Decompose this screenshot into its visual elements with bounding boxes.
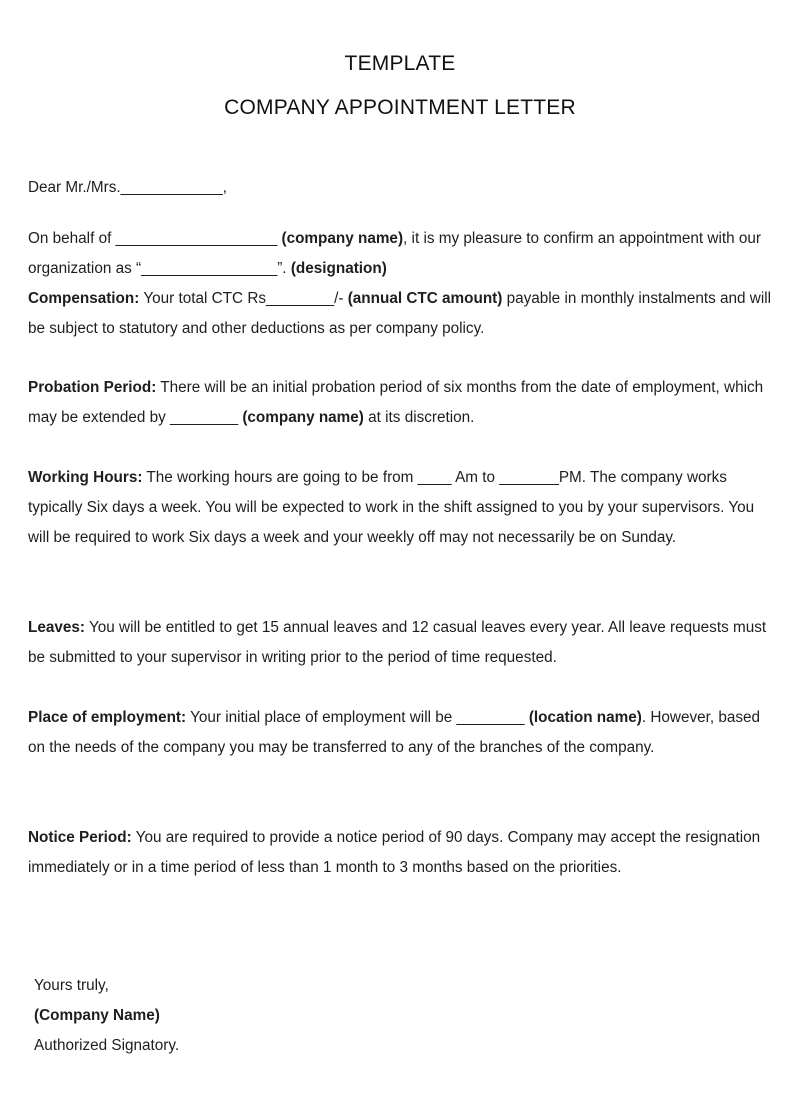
probation-company-placeholder: (company name) <box>242 409 364 426</box>
intro-text-1: On behalf of ___________________ <box>28 230 282 247</box>
designation-placeholder: (designation) <box>290 260 387 277</box>
place-paragraph <box>28 703 778 763</box>
ctc-amount-placeholder: (annual CTC amount) <box>347 290 503 307</box>
place-label: Place of employment: <box>28 709 187 726</box>
closing-salutation: Yours truly, <box>34 977 109 994</box>
probation-text-1: There will be an initial probation period of six months from the date of employment, which may be extended by ________ <box>28 379 764 426</box>
letter-title: COMPANY APPOINTMENT LETTER <box>224 96 576 119</box>
leaves-paragraph <box>28 613 778 673</box>
working-hours-label: Working Hours: <box>28 469 143 486</box>
probation-label: Probation Period: <box>28 379 157 396</box>
compensation-paragraph <box>28 284 778 344</box>
closing-company-name: (Company Name) <box>34 1007 160 1024</box>
intro-text-2: , it is my pleasure to confirm an appointment with our organization as “________________”. <box>28 230 761 277</box>
intro-paragraph <box>28 224 778 284</box>
compensation-text-1: Your total CTC Rs________/- <box>139 290 348 307</box>
notice-paragraph <box>28 823 778 883</box>
template-heading: TEMPLATE <box>344 52 456 75</box>
greeting: Dear Mr./Mrs.____________, <box>28 179 227 196</box>
probation-paragraph <box>28 373 778 433</box>
location-placeholder: (location name) <box>528 709 642 726</box>
place-text-1: Your initial place of employment will be ________ <box>186 709 529 726</box>
leaves-label: Leaves: <box>28 619 85 636</box>
notice-text: You are required to provide a notice period of 90 days. Company may accept the resignation immediately or in a time period of less than 1 month to 3 months based on the priorities. <box>28 829 761 876</box>
intro-section <box>28 224 778 344</box>
notice-label: Notice Period: <box>28 829 132 846</box>
company-name-placeholder: (company name) <box>281 230 404 247</box>
closing-block <box>34 971 179 1061</box>
probation-text-2: at its discretion. <box>363 409 475 426</box>
leaves-text: You will be entitled to get 15 annual leaves and 12 casual leaves every year. All leave requests must be submitted to your supervisor in writing prior to the period of time requested. <box>28 619 767 666</box>
place-text-2: . However, based on the needs of the company you may be transferred to any of the branches of the company. <box>28 709 761 756</box>
compensation-label: Compensation: <box>28 290 140 307</box>
compensation-text-2: payable in monthly instalments and will be subject to statutory and other deductions as per company policy. <box>28 290 772 337</box>
working-hours-text: The working hours are going to be from ____ Am to _______PM. The company works typically Six days a week. You will be expected to work in the shift assigned to you by your supervisors. You will be required to work Six days a week and your weekly off may not necessarily be on Sunday. <box>28 469 755 546</box>
working-hours-paragraph <box>28 463 778 553</box>
closing-signatory: Authorized Signatory. <box>34 1037 180 1054</box>
